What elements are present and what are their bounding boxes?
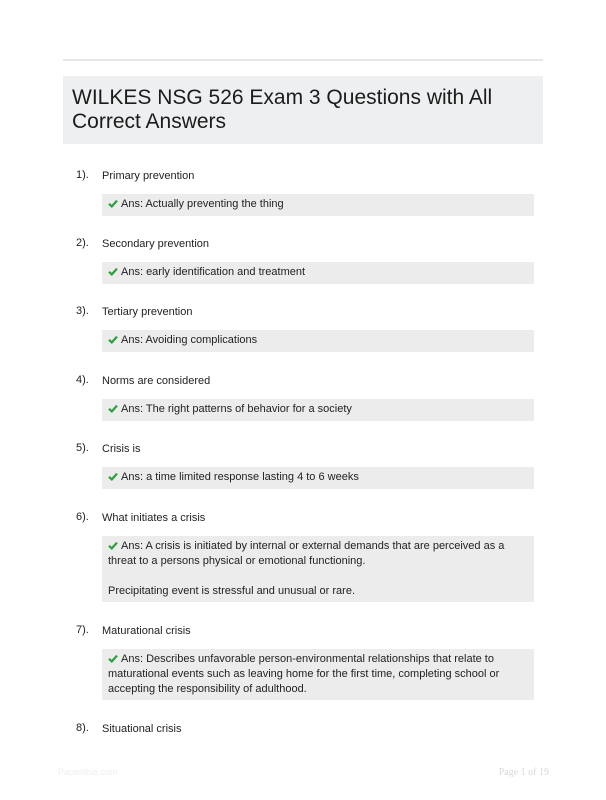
answer-note: Precipitating event is stressful and unusual or rare. bbox=[108, 585, 356, 597]
document-title: WILKES NSG 526 Exam 3 Questions with All Correct Answers bbox=[72, 86, 493, 133]
answer-text: Ans: Describes unfavorable person-environmental relationships that relate to maturational events such as leaving home for the first time, completing school or accepting the responsibility of adulthood. bbox=[108, 653, 500, 695]
answer-box bbox=[102, 330, 534, 352]
question-text: Primary prevention bbox=[102, 170, 195, 182]
answer-text: Ans: Avoiding complications bbox=[121, 334, 258, 346]
question-number: 5). bbox=[76, 442, 89, 454]
question-text: Norms are considered bbox=[102, 375, 211, 387]
question-number: 1). bbox=[76, 169, 89, 181]
answer-text: Ans: Actually preventing the thing bbox=[121, 198, 284, 210]
answer-box bbox=[102, 262, 534, 284]
checkmark-icon bbox=[108, 335, 118, 344]
page-number: Page 1 of 19 bbox=[498, 767, 549, 778]
question-number: 6). bbox=[76, 511, 89, 523]
answer-text: Ans: a time limited response lasting 4 to 6 weeks bbox=[121, 471, 359, 483]
question-number: 4). bbox=[76, 374, 89, 386]
question-number: 2). bbox=[76, 237, 89, 249]
question-text: Secondary prevention bbox=[102, 238, 210, 250]
answer-box bbox=[102, 399, 534, 421]
footer-site: Paperlibie.com bbox=[58, 767, 118, 777]
answer-text: Ans: A crisis is initiated by internal or external demands that are perceived as a threat to a persons physical or emotional functioning. bbox=[108, 540, 505, 567]
answer-box bbox=[102, 649, 534, 700]
answer-box bbox=[102, 194, 534, 216]
checkmark-icon bbox=[108, 267, 118, 276]
question-text: Crisis is bbox=[102, 443, 141, 455]
question-text: Maturational crisis bbox=[102, 625, 191, 637]
checkmark-icon bbox=[108, 541, 118, 550]
question-text: What initiates a crisis bbox=[102, 512, 206, 524]
checkmark-icon bbox=[108, 654, 118, 663]
answer-box bbox=[102, 467, 534, 489]
question-number: 3). bbox=[76, 305, 89, 317]
title-banner bbox=[63, 76, 543, 144]
answer-text: Ans: The right patterns of behavior for a society bbox=[121, 403, 352, 415]
question-number: 7). bbox=[76, 624, 89, 636]
checkmark-icon bbox=[108, 472, 118, 481]
top-divider bbox=[63, 59, 543, 61]
checkmark-icon bbox=[108, 404, 118, 413]
question-number: 8). bbox=[76, 722, 89, 734]
answer-box bbox=[102, 536, 534, 602]
question-text: Tertiary prevention bbox=[102, 306, 193, 318]
answer-text: Ans: early identification and treatment bbox=[121, 266, 306, 278]
checkmark-icon bbox=[108, 199, 118, 208]
question-text: Situational crisis bbox=[102, 723, 182, 735]
